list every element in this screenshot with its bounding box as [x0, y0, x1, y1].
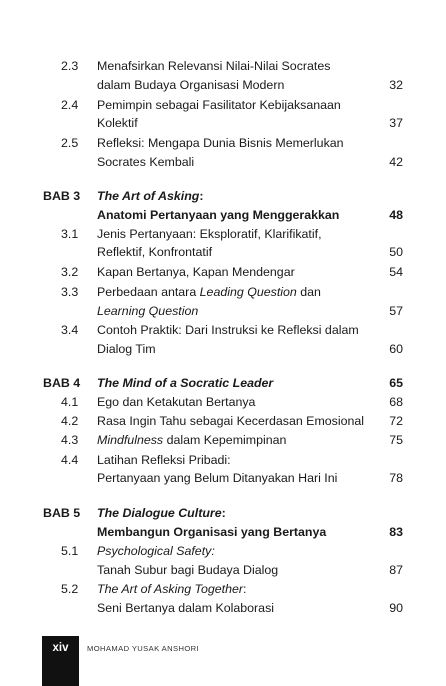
section-number: 3.1 [61, 227, 79, 241]
chapter-subtitle: Membangun Organisasi yang Bertanya [97, 525, 327, 539]
chapter-label: BAB 4 [43, 376, 81, 390]
page-number: 75 [389, 433, 403, 447]
page-number: 42 [389, 155, 403, 169]
section-number: 3.4 [61, 323, 79, 337]
page-number: 37 [389, 116, 403, 130]
section-title: Latihan Refleksi Pribadi: [97, 453, 231, 467]
section-title: Psychological Safety: [97, 544, 215, 558]
section-title-cont: Socrates Kembali [97, 155, 195, 169]
section-title-cont: Kolektif [97, 116, 138, 130]
section-title-cont: Seni Bertanya dalam Kolaborasi [97, 601, 275, 615]
section-number: 4.3 [61, 433, 79, 447]
section-title: Kapan Bertanya, Kapan Mendengar [97, 265, 295, 279]
chapter-label: BAB 3 [43, 189, 81, 203]
section-title-cont: Pertanyaan yang Belum Ditanyakan Hari Ini [97, 471, 338, 485]
section-title: Jenis Pertanyaan: Eksploratif, Klarifikatif, [97, 227, 322, 241]
page-number: 90 [389, 601, 403, 615]
section-number: 5.2 [61, 582, 79, 596]
section-number: 5.1 [61, 544, 79, 558]
section-title: The Art of Asking Together: [97, 582, 247, 596]
section-title-cont: Learning Question [97, 304, 199, 318]
page-number: 68 [389, 395, 403, 409]
section-number: 4.1 [61, 395, 79, 409]
chapter-title: The Art of Asking: [97, 189, 204, 203]
page-number: 72 [389, 414, 403, 428]
section-title: Refleksi: Mengapa Dunia Bisnis Memerlukan [97, 136, 344, 150]
page-number: 83 [389, 525, 403, 539]
page-number: 87 [389, 563, 403, 577]
chapter-label: BAB 5 [43, 506, 81, 520]
footer-author: MOHAMAD YUSAK ANSHORI [87, 644, 200, 653]
section-title: Menafsirkan Relevansi Nilai-Nilai Socrates [97, 59, 331, 73]
section-number: 3.2 [61, 265, 79, 279]
section-title: Mindfulness dalam Kepemimpinan [97, 433, 287, 447]
section-number: 4.4 [61, 453, 79, 467]
section-number: 2.3 [61, 59, 79, 73]
page-number: 48 [389, 208, 403, 222]
page-number: 32 [389, 78, 403, 92]
section-title: Rasa Ingin Tahu sebagai Kecerdasan Emosional [97, 414, 365, 428]
chapter-title: The Mind of a Socratic Leader [97, 376, 274, 390]
section-number: 3.3 [61, 285, 79, 299]
page-number: 60 [389, 342, 403, 356]
section-title: Pemimpin sebagai Fasilitator Kebijaksanaan [97, 98, 341, 112]
footer-page-number: xiv [52, 642, 69, 654]
page-number: 57 [389, 304, 403, 318]
section-title: Ego dan Ketakutan Bertanya [97, 395, 256, 409]
section-number: 2.4 [61, 98, 79, 112]
section-number: 4.2 [61, 414, 79, 428]
section-title-cont: Reflektif, Konfrontatif [97, 245, 213, 259]
section-title-cont: dalam Budaya Organisasi Modern [97, 78, 285, 92]
chapter-title: The Dialogue Culture: [97, 506, 226, 520]
chapter-subtitle: Anatomi Pertanyaan yang Menggerakkan [97, 208, 340, 222]
section-number: 2.5 [61, 136, 79, 150]
section-title-cont: Tanah Subur bagi Budaya Dialog [97, 563, 279, 577]
section-title-cont: Dialog Tim [97, 342, 156, 356]
section-title: Perbedaan antara Leading Question dan [97, 285, 321, 299]
page-number: 65 [389, 376, 403, 390]
page-number: 50 [389, 245, 403, 259]
section-title: Contoh Praktik: Dari Instruksi ke Refleksi dalam [97, 323, 359, 337]
page-number: 78 [389, 471, 403, 485]
page-number: 54 [389, 265, 403, 279]
